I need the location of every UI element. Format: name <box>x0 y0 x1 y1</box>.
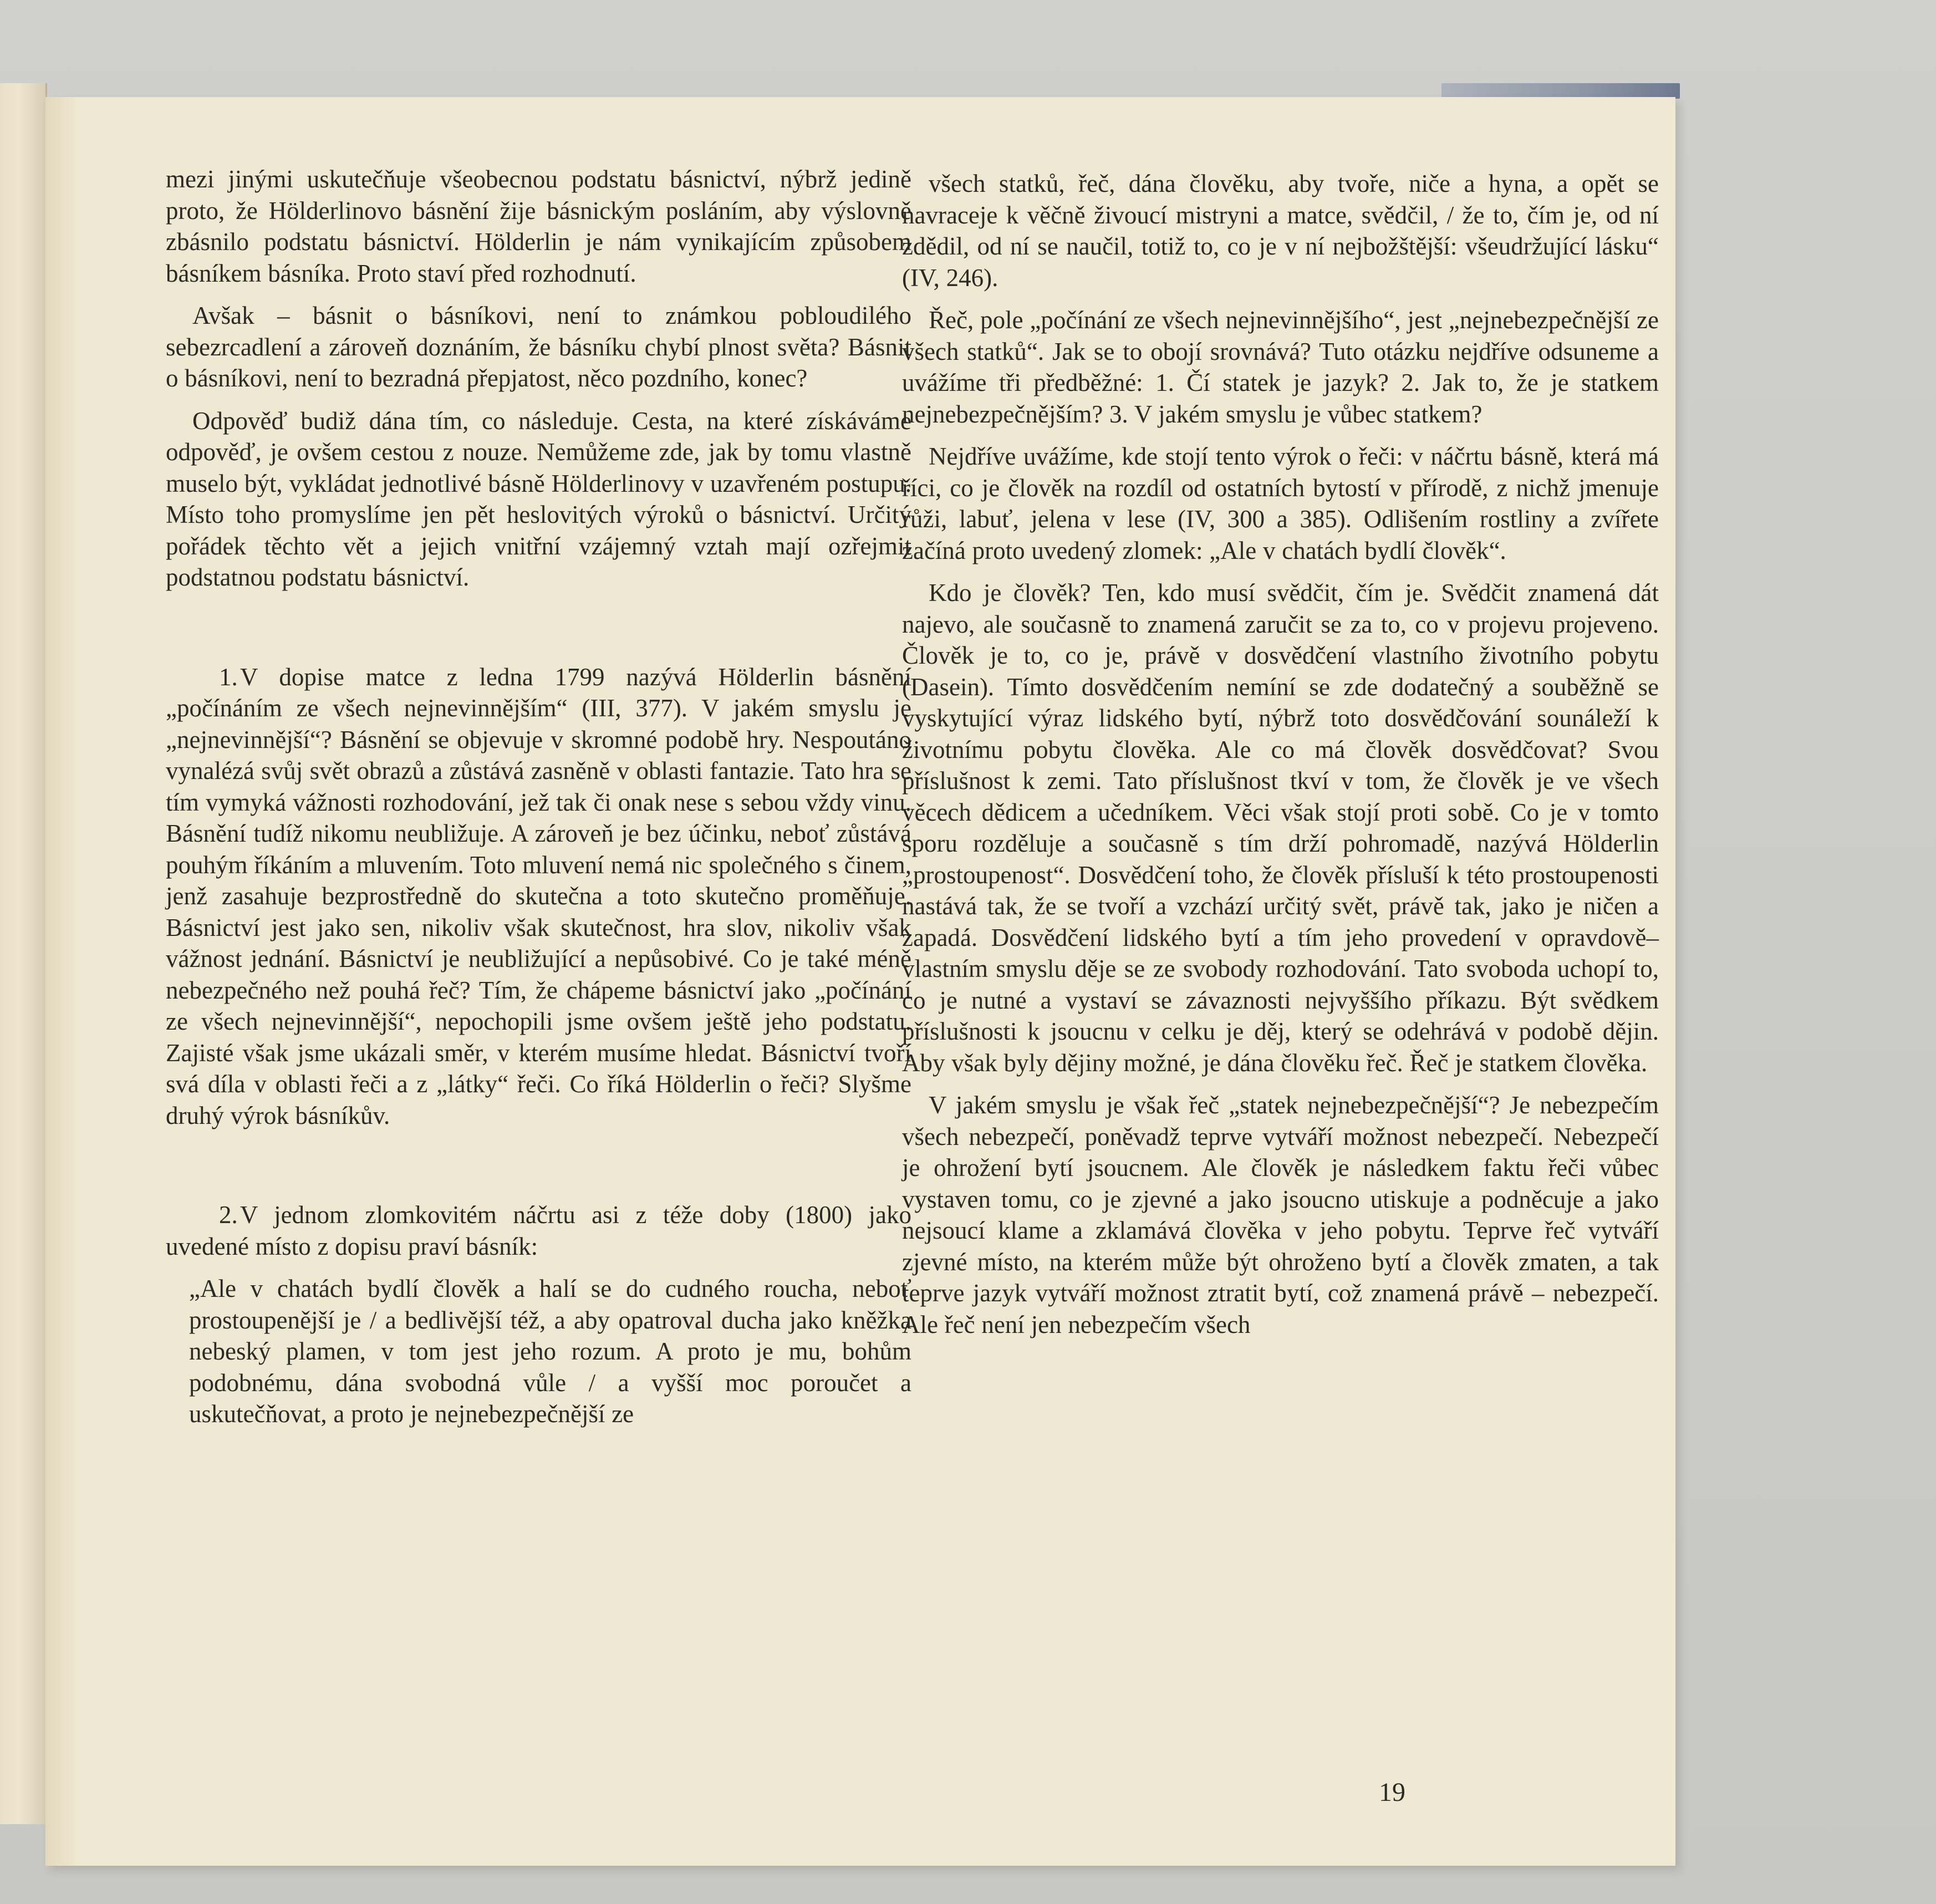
quotation-continued: všech statků, řeč, dána člověku, aby tvoře, niče a hyna, a opět se navraceje k věčně živoucí mistryni a matce, svědčil, / že to, čím je, od ní zdědil, od ní se naučil, totiž to, co je v ní nejbožštější: všeudržující lásku“ (IV, 246). <box>902 170 1659 292</box>
paragraph: mezi jinými uskutečňuje všeobecnou podstatu básnictví, nýbrž jedině proto, že Hölderlinovo básnění žije básnickým posláním, aby výslovně zbásnilo podstatu básnictví. Hölderlin je nám vynikajícím způsobem básníkem básníka. Proto staví před rozhodnutí. <box>166 165 911 287</box>
section-text: V jednom zlomkovitém náčrtu asi z téže doby (1800) jako uvedené místo z dopisu praví básník: <box>166 1201 911 1260</box>
page-number: 19 <box>1379 1778 1405 1807</box>
book-page <box>45 97 1675 1866</box>
left-column <box>166 164 911 1430</box>
section-2 <box>166 1199 911 1262</box>
paragraph: Odpověď budiž dána tím, co následuje. Cesta, na které získáváme odpověď, je ovšem cestou z nouze. Nemůžeme zde, jak by tomu vlastně muselo být, vykládat jednotlivé básně Hölderlinovy v uzavřeném postupu. Místo toho promyslíme jen pět heslovitých výroků o básnictví. Určitý pořádek těchto vět a jejich vnitřní vzájemný vztah mají ozřejmit podstatnou podstatu básnictví. <box>166 406 911 591</box>
section-number: 1. <box>219 663 238 691</box>
section-number: 2. <box>219 1201 238 1229</box>
section-spacer <box>166 604 911 661</box>
quotation: „Ale v chatách bydlí člověk a halí se do cudného roucha, neboť prostoupenější je / a bedlivější též, a aby opatroval ducha jako kněžka nebeský plamen, v tom jest jeho rozum. A proto je mu, bohům podobnému, dána svobodná vůle / a vyšší moc poroučet a uskutečňovat, a proto je nejnebezpečnější ze <box>189 1275 911 1428</box>
right-column <box>902 168 1659 1351</box>
paragraph: Řeč, pole „počínání ze všech nejnevinnějšího“, jest „nejnebezpečnější ze všech statků“. Jak se to obojí srovnává? Tuto otázku nejdříve odsuneme a uvážíme tři předběžné: 1. Čí statek je jazyk? 2. Jak to, že je statkem nejnebezpečnějším? 3. V jakém smyslu je vůbec statkem? <box>902 306 1659 428</box>
paragraph: Nejdříve uvážíme, kde stojí tento výrok o řeči: v náčrtu básně, která má říci, co je člověk na rozdíl od ostatních bytostí v přírodě, z nichž jmenuje růži, labuť, jelena v lese (IV, 300 a 385). Odlišením rostliny a zvířete začíná proto uvedený zlomek: „Ale v chatách bydlí člověk“. <box>902 442 1659 564</box>
paragraph: Kdo je člověk? Ten, kdo musí svědčit, čím je. Svědčit znamená dát najevo, ale současně to znamená zaručit se za to, co v projevu projeveno. Člověk je to, co je, právě v dosvědčení vlastního životního pobytu (Dasein). Tímto dosvědčením nemíní se zde dodatečný a souběžně se vyskytující výraz lidského bytí, nýbrž toto dosvědčování sounáleží k životnímu pobytu člověka. Ale co má člověk dosvědčovat? Svou příslušnost k zemi. Tato příslušnost tkví v tom, že člověk je ve všech věcech dědicem a učedníkem. Věci však stojí proti sobě. Co je v tomto sporu rozděluje a současně s tím drží pohromadě, nazývá Hölderlin „prostoupenost“. Dosvědčení toho, že člověk přísluší k této prostoupenosti nastává tak, že se tvoří a vzchází určitý svět, právě tak, jako je ničen a zapadá. Dosvědčení lidského bytí a tím jeho provedení v opravdově–vlastním smyslu děje se ze svobody rozhodování. Tato svoboda uchopí to, co je nutné a vystaví se závaznosti nejvyššího příkazu. Být svědkem příslušnosti k jsoucnu v celku je děj, který se odehrává v podobě dějin. Aby však byly dějiny možné, je dána člověku řeč. Řeč je statkem člověka. <box>902 579 1659 1077</box>
section-1 <box>166 661 911 1132</box>
section-spacer <box>166 1142 911 1199</box>
paragraph: V jakém smyslu je však řeč „statek nejnebezpečnější“? Je nebezpečím všech nebezpečí, poněvadž teprve vytváří možnost nebezpečí. Nebezpečí je ohrožení bytí jsoucnem. Ale člověk je následkem faktu řeči vůbec vystaven tomu, co je zjevné a jako jsoucno utiskuje a podněcuje a jako nejsoucí klame a zklamává člověka v jeho pobytu. Teprve řeč vytváří zjevné místo, na kterém může být ohroženo bytí a člověk zmaten, a tak teprve jazyk vytváří možnost ztratit bytí, což znamená právě – nebezpečí. Ale řeč není jen nebezpečím všech <box>902 1091 1659 1338</box>
section-text: V dopise matce z ledna 1799 nazývá Hölderlin básnění „počínáním ze všech nejnevinnějším“ (III, 377). V jakém smyslu je „nejnevinnější“? Básnění se objevuje v skromné podobě hry. Nespoutáno vynalézá svůj svět obrazů a zůstává zasněně v oblasti fantazie. Tato hra se tím vymyká vážnosti rozhodování, jež tak či onak nese s sebou vždy vinu. Básnění tudíž nikomu neubližuje. A zároveň je bez účinku, neboť zůstává pouhým říkáním a mluvením. Toto mluvení nemá nic společného s činem, jenž zasahuje bezprostředně do skutečna a toto skutečno proměňuje. Básnictví jest jako sen, nikoliv však skutečnost, hra slov, nikoliv však vážnost jednání. Básnictví je neubližující a nepůsobivé. Co je také méně nebezpečného než pouhá řeč? Tím, že chápeme básnictví jako „počínání ze všech nejnevinnější“, nepochopili jsme ovšem ještě jeho podstatu. Zajisté však jsme ukázali směr, v kterém musíme hledat. Básnictví tvoří svá díla v oblasti řeči a z „látky“ řeči. Co říká Hölderlin o řeči? Slyšme druhý výrok básníkův. <box>166 663 911 1129</box>
left-page-edge <box>0 83 47 1824</box>
paragraph: Avšak – básnit o básníkovi, není to známkou pobloudilého sebezrcadlení a zároveň doznáním, že básníku chybí plnost světa? Básnit o básníkovi, není to bezradná přepjatost, něco pozdního, konec? <box>166 302 911 392</box>
book-cover-edge <box>1441 83 1680 99</box>
